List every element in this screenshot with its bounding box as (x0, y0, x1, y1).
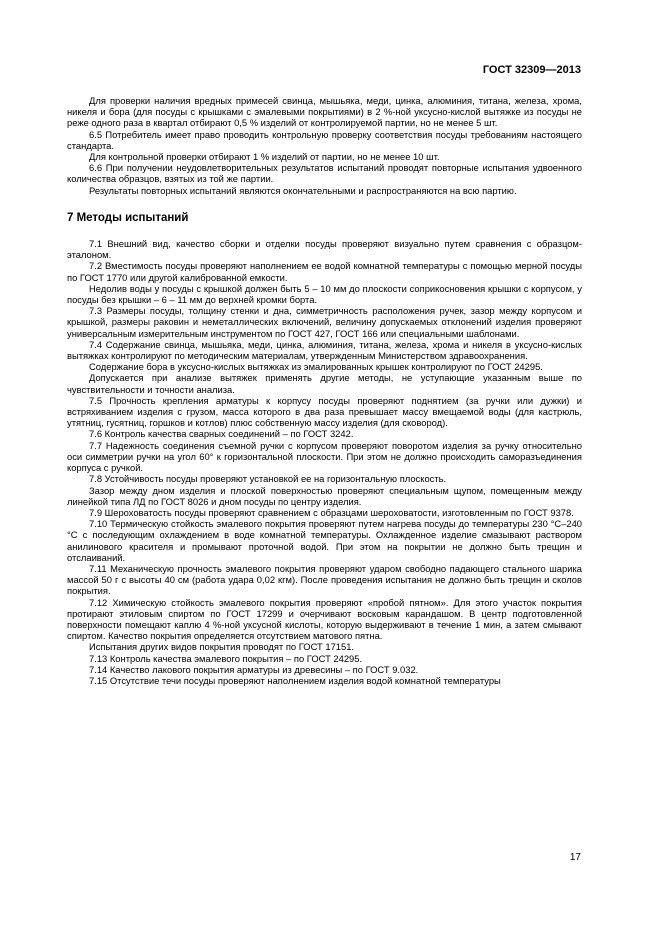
paragraph: 6.5 Потребитель имеет право проводить контрольную проверку соответствия посуды требованиям настоящего стандарта. (67, 128, 582, 151)
paragraph: 7.13 Контроль качества эмалевого покрытия – по ГОСТ 24295. (89, 652, 363, 664)
paragraph: 7.8 Устойчивость посуды проверяют установкой ее на горизонтальную плоскость. (89, 473, 447, 485)
document-header: ГОСТ 32309—2013 (482, 64, 581, 76)
paragraph: 7.10 Термическую стойкость эмалевого покрытия проверяют путем нагрева посуды до температуры 230 °С–240 °С с последующим охлаждением в воде комнатной температуры. Охлажденное изделие смазывают раствором анилинового красителя и промывают проточной водой. При этом на покрытии не должно быть трещин и отслаиваний. (67, 518, 582, 563)
paragraph: 7.9 Шероховатость посуды проверяют сравнением с образцами шероховатости, изготовленным по ГОСТ 9378. (89, 506, 574, 518)
paragraph: 7.15 Отсутствие течи посуды проверяют наполнением изделия водой комнатной температуры (89, 674, 501, 686)
paragraph: Для проверки наличия вредных примесей свинца, мышьяка, меди, цинка, алюминия, титана, железа, хрома, никеля и бора (для посуды с крышками с эмалевыми покрытиями) в 2 %-ной уксусно-кислой вытяжке из посуды не реже одного раза в квартал отбирают 0,5 % изделий от контролируемой партии, но не менее 5 шт. (67, 95, 582, 129)
paragraph: Содержание бора в уксусно-кислых вытяжках из эмалированных крышек контролируют по ГОСТ 24295. (89, 361, 543, 373)
paragraph: Результаты повторных испытаний являются окончательными и распространяются на всю партию. (89, 184, 517, 196)
paragraph: 7.2 Вместимость посуды проверяют наполнением ее водой комнатной температуры с помощью мерной посуды по ГОСТ 1770 или другой калиброванной емкости. (67, 260, 582, 283)
paragraph: Недолив воды у посуды с крышкой должен быть 5 – 10 мм до плоскости соприкосновения крышки с корпусом, у посуды без крышки – 6 – 11 мм до верхней кромки борта. (67, 282, 582, 306)
paragraph: Испытания других видов покрытия проводят по ГОСТ 17151. (89, 641, 355, 653)
paragraph: Для контрольной проверки отбирают 1 % изделий от партии, но не менее 10 шт. (89, 151, 440, 163)
document-body (67, 95, 582, 686)
paragraph: 7.1 Внешний вид, качество сборки и отделки посуды проверяют визуально путем сравнения с образцом-эталоном. (67, 238, 582, 261)
page-number: 17 (569, 852, 581, 863)
paragraph: 7.4 Содержание свинца, мышьяка, меди, цинка, алюминия, титана, железа, хрома и никеля в уксусно-кислых вытяжках контролируют по методическим материалам, утвержденным Министерством здравоохранения. (67, 338, 582, 362)
paragraph: Допускается при анализе вытяжек применять другие методы, не уступающие указанным выше по чувствительности и точности анализа. (67, 372, 582, 395)
section-title: 7 Методы испытаний (67, 211, 189, 224)
paragraph: 7.12 Химическую стойкость эмалевого покрытия проверяют «пробой пятном». Для этого участок покрытия протирают этиловым спиртом по ГОСТ 17299 и очерчивают восковым карандашом. В центр подготовленной поверхности помещают каплю 4 %-ной уксусной кислоты, которую выдерживают в течение 1 мин, а затем смывают спиртом. Качество покрытия определяется отсутствием матового пятна. (67, 596, 582, 642)
paragraph: 7.7 Надежность соединения съемной ручки с корпусом проверяют поворотом изделия за ручку относительно оси симметрии ручки на угол 60° к горизонтальной плоскости. При этом не должно происходить саморазъединения корпуса с ручкой. (67, 439, 582, 474)
paragraph: 6.6 При получении неудовлетворительных результатов испытаний проводят повторные испытания удвоенного количества образцов, взятых из той же партии. (67, 162, 582, 185)
paragraph: 7.14 Качество лакового покрытия арматуры из древесины – по ГОСТ 9.032. (89, 663, 419, 675)
paragraph: 7.3 Размеры посуды, толщину стенки и дна, симметричность расположения ручек, зазор между корпусом и крышкой, размеры раковин и неметаллических включений, величину допускаемых отклонений изделия проверяют универсальным измерительным инструментом по ГОСТ 427, ГОСТ 166 или специальными шаблонами. (67, 305, 582, 339)
paragraph: 7.5 Прочность крепления арматуры к корпусу посуды проверяют поднятием (за ручки или дужки) и встряхиванием изделия с грузом, масса которого в два раза превышает массу вмещаемой воды (для кастрюль, утятниц, гусятниц, горшков и котлов) плюс собственную массу изделия (для сковород). (67, 394, 582, 429)
paragraph: 7.6 Контроль качества сварных соединений – по ГОСТ 3242. (89, 428, 354, 440)
paragraph: 7.11 Механическую прочность эмалевого покрытия проверяют ударом свободно падающего стального шарика массой 50 г с высоты 40 см (работа удара 0,02 кгм). После проведения испытания не должно быть трещин и сколов покрытия. (67, 562, 582, 597)
paragraph: Зазор между дном изделия и плоской поверхностью проверяют специальным щупом, помещенным между линейкой типа ЛД по ГОСТ 8026 и дном посуды по центру изделия. (67, 484, 582, 507)
